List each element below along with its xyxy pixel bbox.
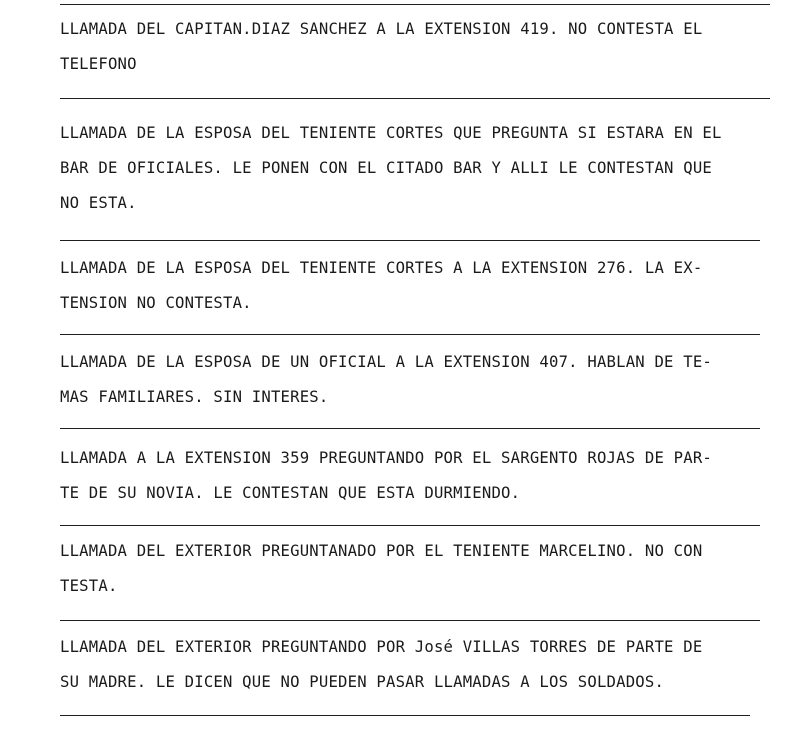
call-log-entry	[60, 251, 785, 321]
separator-rule	[60, 620, 760, 621]
call-log-entry	[60, 441, 785, 511]
call-log-entry	[60, 345, 785, 415]
entry-line: LLAMADA A LA EXTENSION 359 PREGUNTANDO POR EL SARGENTO ROJAS DE PAR-	[60, 449, 712, 467]
call-log-entry	[60, 12, 785, 82]
entry-line: LLAMADA DEL EXTERIOR PREGUNTANDO POR José VILLAS TORRES DE PARTE DE	[60, 638, 703, 656]
entry-line: LLAMADA DE LA ESPOSA DEL TENIENTE CORTES A LA EXTENSION 276. LA EX-	[60, 259, 703, 277]
entry-line: NO ESTA.	[60, 194, 137, 212]
separator-rule	[60, 334, 760, 335]
entry-line: TE DE SU NOVIA. LE CONTESTAN QUE ESTA DURMIENDO.	[60, 484, 521, 502]
entry-line: LLAMADA DE LA ESPOSA DEL TENIENTE CORTES QUE PREGUNTA SI ESTARA EN EL	[60, 124, 722, 142]
entry-line: TENSION NO CONTESTA.	[60, 294, 252, 312]
entry-line: LLAMADA DEL EXTERIOR PREGUNTANADO POR EL TENIENTE MARCELINO. NO CON	[60, 542, 703, 560]
separator-rule	[60, 525, 760, 526]
call-log-entry	[60, 534, 785, 604]
separator-rule	[60, 240, 760, 241]
entry-line: TESTA.	[60, 577, 118, 595]
separator-rule	[60, 98, 770, 99]
entry-line: SU MADRE. LE DICEN QUE NO PUEDEN PASAR LLAMADAS A LOS SOLDADOS.	[60, 673, 665, 691]
entry-line: BAR DE OFICIALES. LE PONEN CON EL CITADO BAR Y ALLI LE CONTESTAN QUE	[60, 159, 712, 177]
call-log-entry	[60, 630, 785, 700]
separator-rule	[60, 4, 770, 5]
separator-rule	[60, 715, 750, 716]
call-log-entry	[60, 116, 785, 221]
entry-line: LLAMADA DE LA ESPOSA DE UN OFICIAL A LA EXTENSION 407. HABLAN DE TE-	[60, 353, 712, 371]
separator-rule	[60, 428, 760, 429]
entry-line: TELEFONO	[60, 55, 137, 73]
entry-line: LLAMADA DEL CAPITAN.DIAZ SANCHEZ A LA EXTENSION 419. NO CONTESTA EL	[60, 20, 703, 38]
entry-line: MAS FAMILIARES. SIN INTERES.	[60, 388, 329, 406]
